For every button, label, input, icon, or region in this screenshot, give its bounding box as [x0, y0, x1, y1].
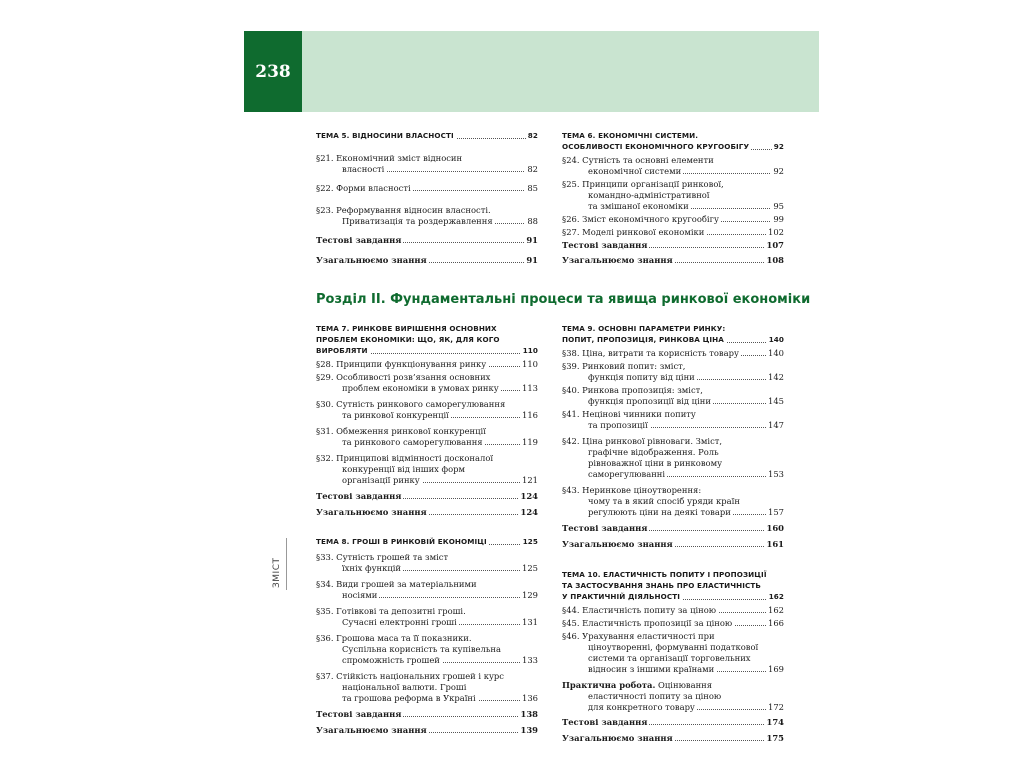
toc-page-number: 153: [768, 469, 784, 479]
toc-entry: [342, 562, 538, 574]
toc-entry: [342, 692, 538, 704]
toc-entry-title: та ринкового саморегулювання: [342, 437, 483, 447]
toc-page-number: 139: [520, 725, 538, 735]
toc-entry: [342, 616, 538, 628]
toc-entry-title: §31. Обмеження ринкової конкуренції: [316, 426, 486, 436]
toc-page-number: 110: [522, 346, 538, 355]
toc-entry: [342, 163, 538, 175]
toc-entry-title: та ринкової конкуренції: [342, 410, 449, 420]
toc-page-number: 140: [768, 335, 784, 344]
toc-page-number: 121: [522, 475, 538, 485]
toc-topic-heading: [316, 130, 538, 142]
toc-page-number: 82: [527, 131, 538, 140]
toc-page-number: 119: [522, 437, 538, 447]
toc-entry-title: Тестові завдання: [562, 240, 648, 250]
toc-entry: [562, 617, 784, 629]
toc-page-number: 162: [768, 592, 784, 601]
toc-entry: [316, 506, 538, 518]
toc-entry: [316, 708, 538, 720]
toc-page-number: 161: [766, 539, 784, 549]
toc-entry-title: §26. Зміст економічного кругообігу: [562, 214, 719, 224]
toc-entry-title: Тестові завдання: [562, 523, 648, 533]
toc-entry-title: §42. Ціна ринкової рівноваги. Зміст,: [562, 436, 723, 446]
toc-page-number: 124: [520, 491, 538, 501]
toc-bottom-right: [562, 323, 784, 753]
toc-entry-title: системи та організації торговельних: [588, 653, 751, 663]
toc-top-right: [562, 130, 784, 270]
toc-entry-title: регулюють ціни на деякі товари: [588, 507, 731, 517]
toc-entry-title: §33. Сутність грошей та зміст: [316, 552, 449, 562]
toc-topic-heading: [562, 141, 784, 153]
toc-entry-title: ТЕМА 10. ЕЛАСТИЧНІСТЬ ПОПИТУ І ПРОПОЗИЦІЇ: [562, 570, 767, 579]
header-band: [244, 31, 819, 112]
toc-entry: [588, 468, 784, 480]
toc-entry-title: ціноутворенні, формуванні податкової: [588, 642, 759, 652]
toc-entry-title: §24. Сутність та основні елементи: [562, 155, 714, 165]
toc-entry-title: відносин з іншими країнами: [588, 664, 715, 674]
toc-entry-title: Тестові завдання: [316, 235, 402, 245]
toc-entry: [562, 604, 784, 616]
toc-entry-title: §43. Неринкове ціноутворення:: [562, 485, 702, 495]
toc-entry-title: конкуренції від інших форм: [342, 464, 466, 474]
toc-bottom-left: [316, 323, 538, 753]
toc-entry-title: Сучасні електронні гроші: [342, 617, 457, 627]
toc-page-number: 157: [768, 507, 784, 517]
toc-entry: [588, 200, 784, 212]
section-title: Розділ ІІ. Фундаментальні процеси та явища ринкової економіки: [316, 292, 811, 307]
toc-page-number: 95: [773, 201, 784, 211]
toc-entry-title: носіями: [342, 590, 378, 600]
toc-entry-title: чому та в який спосіб уряди країн: [588, 496, 740, 506]
toc-entry: [588, 701, 784, 713]
toc-entry: [588, 371, 784, 383]
toc-page-number: 116: [522, 410, 538, 420]
toc-entry-title: §30. Сутність ринкового саморегулювання: [316, 399, 506, 409]
toc-page-number: 129: [522, 590, 538, 600]
toc-entry-title: ПРОБЛЕМ ЕКОНОМІКИ: ЩО, ЯК, ДЛЯ КОГО: [316, 335, 500, 344]
toc-entry: [342, 654, 538, 666]
toc-entry-title: власності: [342, 164, 385, 174]
toc-entry-title: та пропозиції: [588, 420, 648, 430]
toc-entry-title: §27. Моделі ринкової економіки: [562, 227, 705, 237]
toc-entry-title: організації ринку: [342, 475, 420, 485]
toc-page-number: 140: [768, 348, 784, 358]
toc-entry-title: §36. Грошова маса та її показники.: [316, 633, 472, 643]
toc-entry: [342, 474, 538, 486]
toc-entry-title: Узагальнюємо знання: [562, 733, 673, 743]
toc-page-number: 88: [527, 216, 538, 226]
toc-entry-title: ТЕМА 8. ГРОШІ В РИНКОВІЙ ЕКОНОМІЦІ: [316, 537, 487, 546]
toc-entry-title: Суспільна корисність та купівельна: [342, 644, 501, 654]
page-number: 238: [244, 31, 302, 112]
toc-entry-title: §44. Еластичність попиту за ціною: [562, 605, 717, 615]
toc-entry-title: §38. Ціна, витрати та корисність товару: [562, 348, 739, 358]
toc-entry: [562, 716, 784, 728]
toc-entry-title: §40. Ринкова пропозиція: зміст,: [562, 385, 703, 395]
toc-entry-title: графічне відображення. Роль: [588, 447, 719, 457]
toc-page-number: 108: [766, 255, 784, 265]
toc-entry: [316, 234, 538, 246]
toc-page-number: 174: [766, 717, 784, 727]
toc-entry-title: командно-адміністративної: [588, 190, 710, 200]
toc-page-number: 113: [522, 383, 538, 393]
toc-entry-title: Узагальнюємо знання: [562, 255, 673, 265]
toc-entry: [316, 182, 538, 194]
toc-entry-title: §21. Економічний зміст відносин: [316, 153, 463, 163]
toc-page-number: 107: [766, 240, 784, 250]
toc-topic-heading: [316, 345, 538, 357]
toc-entry: [316, 254, 538, 266]
toc-entry-title: §35. Готівкові та депозитні гроші.: [316, 606, 466, 616]
toc-entry: [562, 213, 784, 225]
toc-entry-title: §22. Форми власності: [316, 183, 411, 193]
toc-entry: [316, 490, 538, 502]
toc-page-number: 102: [768, 227, 784, 237]
toc-entry-title: проблем економіки в умовах ринку: [342, 383, 499, 393]
toc-entry: [588, 419, 784, 431]
toc-entry-title: Узагальнюємо знання: [562, 539, 673, 549]
toc-entry: [316, 670, 538, 682]
toc-entry: [588, 663, 784, 675]
side-label: [268, 540, 298, 600]
toc-entry-title: ОСОБЛИВОСТІ ЕКОНОМІЧНОГО КРУГООБІГУ: [562, 142, 750, 151]
toc-entry-title: Приватизація та роздержавлення: [342, 216, 493, 226]
toc-page-number: 110: [522, 359, 538, 369]
toc-entry-title: національної валюти. Гроші: [342, 682, 467, 692]
toc-page-number: 169: [768, 664, 784, 674]
toc-page-number: 91: [526, 235, 538, 245]
toc-entry-title: Тестові завдання: [316, 491, 402, 501]
toc-page-number: 145: [768, 396, 784, 406]
toc-entry-title: економічної системи: [588, 166, 682, 176]
toc-page-number: 92: [773, 166, 784, 176]
toc-entry: [342, 215, 538, 227]
toc-entry: [316, 398, 538, 410]
toc-page-number: 131: [522, 617, 538, 627]
toc-entry-title: §32. Принципові відмінності досконалої: [316, 453, 494, 463]
toc-top-left: [316, 130, 538, 270]
toc-entry-title: §46. Урахування еластичності при: [562, 631, 715, 641]
toc-entry: [316, 358, 538, 370]
toc-page-number: 85: [527, 183, 538, 193]
toc-entry: [562, 239, 784, 251]
toc-entry-title: ПОПИТ, ПРОПОЗИЦІЯ, РИНКОВА ЦІНА: [562, 335, 724, 344]
toc-entry-title: для конкретного товару: [588, 702, 695, 712]
toc-entry: [588, 506, 784, 518]
toc-entry-title: Тестові завдання: [316, 709, 402, 719]
toc-entry: [342, 436, 538, 448]
toc-entry-title: еластичності попиту за ціною: [588, 691, 722, 701]
toc-entry: [562, 226, 784, 238]
toc-topic-heading: [316, 536, 538, 548]
toc-entry: [588, 165, 784, 177]
toc-topic-heading: [562, 334, 784, 346]
toc-entry-title: ТЕМА 9. ОСНОВНІ ПАРАМЕТРИ РИНКУ:: [562, 324, 726, 333]
toc-page-number: 142: [768, 372, 784, 382]
toc-page-number: 147: [768, 420, 784, 430]
toc-entry-title: У ПРАКТИЧНІЙ ДІЯЛЬНОСТІ: [562, 592, 681, 601]
toc-entry-title: та змішаної економіки: [588, 201, 689, 211]
toc-entry-title: Узагальнюємо знання: [316, 725, 427, 735]
toc-entry-title: §45. Еластичність пропозиції за ціною: [562, 618, 733, 628]
toc-page-number: 91: [526, 255, 538, 265]
toc-entry-title: функція пропозиції від ціни: [588, 396, 711, 406]
toc-entry-title: саморегулюванні: [588, 469, 666, 479]
toc-entry: [562, 522, 784, 534]
toc-entry-title: Узагальнюємо знання: [316, 255, 427, 265]
toc-entry-title: §34. Види грошей за матеріальними: [316, 579, 477, 589]
toc-entry: [342, 589, 538, 601]
toc-page-number: 172: [768, 702, 784, 712]
toc-entry-title: ТА ЗАСТОСУВАННЯ ЗНАНЬ ПРО ЕЛАСТИЧНІСТЬ: [562, 581, 762, 590]
toc-entry: [316, 724, 538, 736]
toc-page-number: 99: [773, 214, 784, 224]
toc-entry-title: §23. Реформування відносин власності.: [316, 205, 491, 215]
toc-page-number: 124: [520, 507, 538, 517]
toc-entry: [342, 382, 538, 394]
toc-page-number: 82: [527, 164, 538, 174]
toc-page-number: 166: [768, 618, 784, 628]
toc-page-number: 138: [520, 709, 538, 719]
toc-entry-title: §37. Стійкість національних грошей і курс: [316, 671, 504, 681]
toc-entry: [562, 732, 784, 744]
toc-entry-title: Узагальнюємо знання: [316, 507, 427, 517]
toc-entry: [588, 395, 784, 407]
toc-page-number: 92: [773, 142, 784, 151]
toc-entry: [588, 641, 784, 653]
toc-entry-title: їхніх функцій: [342, 563, 401, 573]
toc-entry-title: ТЕМА 5. ВІДНОСИНИ ВЛАСНОСТІ: [316, 131, 454, 140]
toc-entry-title: ВИРОБЛЯТИ: [316, 346, 368, 355]
toc-page-number: 133: [522, 655, 538, 665]
toc-entry-title: ТЕМА 7. РИНКОВЕ ВИРІШЕННЯ ОСНОВНИХ: [316, 324, 497, 333]
toc-entry: [562, 538, 784, 550]
toc-page-number: 125: [522, 563, 538, 573]
toc-page-number: 162: [768, 605, 784, 615]
toc-entry-title: §29. Особливості розв’язання основних: [316, 372, 491, 382]
toc-entry-title: та грошова реформа в Україні: [342, 693, 476, 703]
toc-entry: [562, 254, 784, 266]
toc-page-number: 160: [766, 523, 784, 533]
toc-entry-title: ТЕМА 6. ЕКОНОМІЧНІ СИСТЕМИ.: [562, 131, 699, 140]
toc-entry-title: функція попиту від ціни: [588, 372, 695, 382]
toc-topic-heading: [562, 591, 784, 603]
toc-entry-title: §41. Нецінові чинники попиту: [562, 409, 696, 419]
toc-page-number: 175: [766, 733, 784, 743]
toc-entry: [342, 409, 538, 421]
toc-page-number: 125: [522, 537, 538, 546]
toc-entry-title: §28. Принципи функціонування ринку: [316, 359, 487, 369]
toc-page-number: 136: [522, 693, 538, 703]
toc-entry-title: §39. Ринковий попит: зміст,: [562, 361, 686, 371]
toc-entry-title: Практична робота. Оцінювання: [562, 680, 713, 690]
toc-entry-title: рівноважної ціни в ринковому: [588, 458, 723, 468]
side-label-text: ЗМІСТ: [272, 557, 282, 588]
toc-entry-title: спроможність грошей: [342, 655, 440, 665]
toc-entry-title: §25. Принципи організації ринкової,: [562, 179, 724, 189]
toc-entry-title: Тестові завдання: [562, 717, 648, 727]
toc-entry: [562, 347, 784, 359]
